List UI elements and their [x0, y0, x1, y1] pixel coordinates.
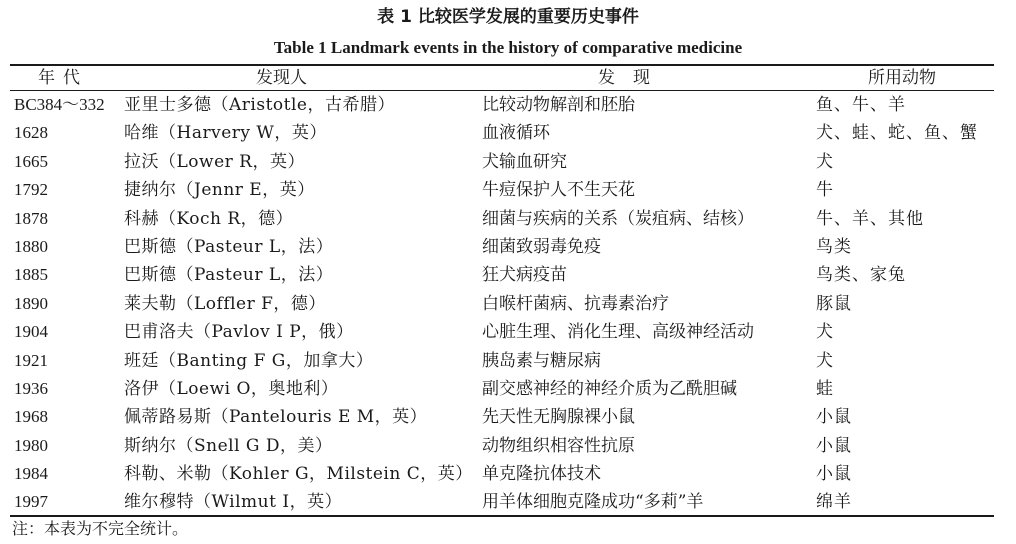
- table-row: [10, 290, 994, 318]
- cell-year: BC384～332: [14, 95, 105, 114]
- table-row: [10, 375, 994, 403]
- table-row: [10, 403, 994, 431]
- cell-animals: 鱼、牛、羊: [816, 95, 906, 115]
- cell-person: 哈维（Harvery W，英）: [124, 123, 327, 144]
- cell-discovery: 动物组织相容性抗原: [482, 435, 635, 456]
- table-row: [10, 347, 994, 375]
- table-body: [10, 91, 994, 517]
- cell-discovery: 用羊体细胞克隆成功“多莉”羊: [482, 492, 704, 513]
- table-row: [10, 148, 994, 176]
- cell-discovery: 血液循环: [482, 123, 550, 144]
- table-title-cn: 表 1 比较医学发展的重要历史事件: [377, 7, 639, 27]
- cell-person: 洛伊（Loewi O，奥地利）: [124, 378, 339, 399]
- table-row: [10, 318, 994, 346]
- table-note: 注：本表为不完全统计。: [12, 519, 189, 538]
- table-row: [10, 460, 994, 488]
- cell-discovery: 细菌与疾病的关系（炭疽病、结核）: [482, 208, 754, 229]
- cell-year: 1997: [14, 492, 48, 512]
- cell-discovery: 胰岛素与糖尿病: [482, 350, 601, 371]
- cell-animals: 牛: [816, 180, 834, 201]
- table-row: [10, 488, 994, 516]
- table-row: [10, 176, 994, 204]
- table-header-row: [10, 66, 994, 90]
- cell-discovery: 狂犬病疫苗: [482, 265, 567, 286]
- cell-year: 1885: [14, 265, 48, 285]
- cell-animals: 牛、羊、其他: [816, 208, 924, 229]
- cell-animals: 蛙: [816, 378, 834, 399]
- cell-person: 巴斯德（Pasteur L，法）: [124, 265, 334, 286]
- cell-person: 拉沃（Lower R，英）: [124, 151, 305, 172]
- cell-year: 1936: [14, 378, 48, 398]
- cell-discovery: 先天性无胸腺裸小鼠: [482, 407, 635, 428]
- cell-discovery: 犬输血研究: [482, 151, 567, 172]
- cell-year: 1984: [14, 464, 48, 484]
- cell-person: 莱夫勒（Loffler F，德）: [124, 293, 326, 314]
- cell-person: 维尔穆特（Wilmut I，英）: [124, 492, 343, 513]
- header-person: 发现人: [256, 68, 307, 88]
- cell-discovery: 副交感神经的神经介质为乙酰胆碱: [482, 378, 737, 399]
- table-row: [10, 205, 994, 233]
- cell-animals: 犬: [816, 322, 834, 343]
- table-row: [10, 432, 994, 460]
- cell-person: 科赫（Koch R，德）: [124, 208, 294, 229]
- header-year: 年代: [38, 68, 88, 88]
- cell-year: 1968: [14, 407, 48, 427]
- cell-discovery: 比较动物解剖和胚胎: [482, 95, 635, 115]
- cell-year: 1792: [14, 180, 48, 200]
- table-title-en: Table 1 Landmark events in the history of comparative medicine: [273, 38, 743, 57]
- cell-year: 1980: [14, 435, 48, 455]
- cell-person: 班廷（Banting F G，加拿大）: [124, 350, 374, 371]
- header-animals: 所用动物: [868, 68, 936, 88]
- cell-year: 1880: [14, 236, 48, 256]
- cell-discovery: 心脏生理、消化生理、高级神经活动: [482, 322, 754, 343]
- cell-animals: 绵羊: [816, 492, 852, 513]
- cell-year: 1921: [14, 350, 48, 370]
- cell-person: 斯纳尔（Snell G D，美）: [124, 435, 333, 456]
- cell-discovery: 牛痘保护人不生天花: [482, 180, 635, 201]
- cell-animals: 鸟类、家兔: [816, 265, 906, 286]
- cell-year: 1878: [14, 208, 48, 228]
- table-row: [10, 261, 994, 289]
- cell-year: 1665: [14, 151, 48, 171]
- cell-person: 巴斯德（Pasteur L，法）: [124, 236, 334, 257]
- cell-animals: 犬、蛙、蛇、鱼、蟹: [816, 123, 978, 144]
- cell-person: 捷纳尔（Jennr E，英）: [124, 180, 315, 201]
- cell-animals: 犬: [816, 151, 834, 172]
- cell-person: 佩蒂路易斯（Pantelouris E M，英）: [124, 407, 428, 428]
- cell-year: 1628: [14, 123, 48, 143]
- table-row: [10, 119, 994, 147]
- cell-animals: 小鼠: [816, 435, 852, 456]
- cell-year: 1890: [14, 293, 48, 313]
- cell-discovery: 细菌致弱毒免疫: [482, 236, 601, 257]
- header-discovery: 发现: [598, 68, 668, 88]
- cell-animals: 犬: [816, 350, 834, 371]
- cell-discovery: 白喉杆菌病、抗毒素治疗: [482, 293, 669, 314]
- cell-animals: 豚鼠: [816, 293, 852, 314]
- table-row: [10, 233, 994, 261]
- cell-animals: 小鼠: [816, 407, 852, 428]
- table-bottom-rule: [10, 515, 994, 517]
- table-row: [10, 91, 994, 119]
- cell-animals: 小鼠: [816, 464, 852, 485]
- cell-animals: 鸟类: [816, 236, 852, 257]
- cell-person: 科勒、米勒（Kohler G，Milstein C，英）: [124, 464, 473, 485]
- cell-person: 巴甫洛夫（Pavlov I P，俄）: [124, 322, 354, 343]
- cell-year: 1904: [14, 322, 48, 342]
- cell-person: 亚里士多德（Aristotle，古希腊）: [124, 95, 395, 115]
- cell-discovery: 单克隆抗体技术: [482, 464, 601, 485]
